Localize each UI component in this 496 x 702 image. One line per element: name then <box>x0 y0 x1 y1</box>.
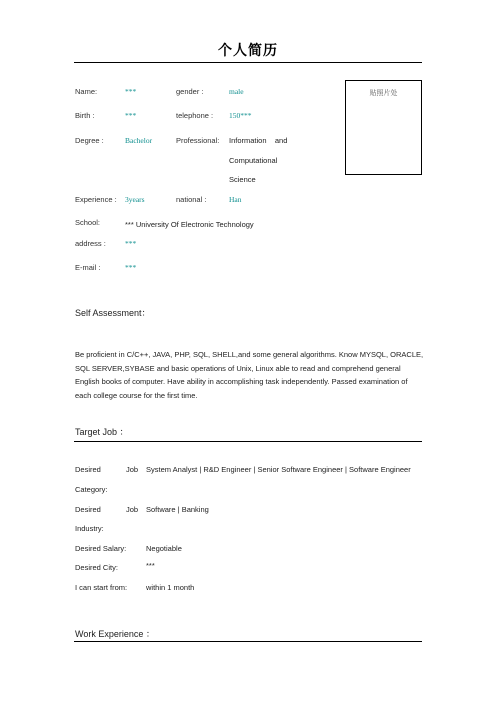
category-label-desired: Desired <box>75 465 101 474</box>
start-value: within 1 month <box>146 583 195 592</box>
city-value: *** <box>146 561 155 570</box>
email-value: *** <box>125 263 137 272</box>
category-value: System Analyst | R&D Engineer | Senior Software Engineer | Software Engineer <box>146 465 411 474</box>
name-label: Name: <box>75 87 98 96</box>
gender-label: gender : <box>176 87 204 96</box>
school-label: School: <box>75 218 101 227</box>
professional-value-line3: Science <box>229 175 256 184</box>
birth-label: Birth : <box>75 111 95 120</box>
title-divider <box>74 62 422 63</box>
work-experience-heading: Work Experience ： <box>75 629 155 639</box>
school-value: *** University Of Electronic Technology <box>125 220 254 229</box>
category-label-job: Job <box>126 465 139 474</box>
industry-label-desired: Desired <box>75 505 101 514</box>
telephone-value: 150*** <box>229 111 252 120</box>
salary-value: Negotiable <box>146 544 182 553</box>
industry-label-job: Job <box>126 505 139 514</box>
degree-value: Bachelor <box>125 136 153 145</box>
target-job-heading: Target Job ： <box>75 427 129 437</box>
self-assessment-text: Be proficient in C/C++, JAVA, PHP, SQL, SHELL,and some general algorithms. Know MYSQL, ORACLE, SQL SERVER,SYBASE and basic operations of Unix, Linux able to read and comprehend general English books of computer. Have ability in accomplishing task independently. Passed examination of each college course for the first time. <box>75 350 424 400</box>
self-assessment-heading: Self Assessment： <box>75 308 151 318</box>
photo-placeholder-label: 贴照片处 <box>369 89 398 97</box>
target-job-divider <box>74 441 422 442</box>
experience-value: 3years <box>125 195 145 204</box>
city-label: Desired City: <box>75 563 118 572</box>
national-value: Han <box>229 195 242 204</box>
professional-value-line2: Computational <box>229 156 278 165</box>
address-value: *** <box>125 239 137 248</box>
address-label: address : <box>75 239 106 248</box>
page-title: 个人简历 <box>218 43 278 59</box>
degree-label: Degree : <box>75 136 104 145</box>
national-label: national : <box>176 195 207 204</box>
professional-value-line1: Information and <box>229 136 288 145</box>
name-value: *** <box>125 87 137 96</box>
gender-value: male <box>229 87 244 96</box>
start-label: I can start from: <box>75 583 128 592</box>
category-label-category: Category: <box>75 485 108 494</box>
professional-label: Professional: <box>176 136 220 145</box>
industry-label-industry: Industry: <box>75 524 104 533</box>
salary-label: Desired Salary: <box>75 544 127 553</box>
experience-label: Experience : <box>75 195 117 204</box>
industry-value: Software | Banking <box>146 505 209 514</box>
birth-value: *** <box>125 111 137 120</box>
photo-placeholder-box <box>345 80 422 175</box>
telephone-label: telephone : <box>176 111 214 120</box>
email-label: E-mail : <box>75 263 101 272</box>
work-experience-divider <box>74 641 422 642</box>
